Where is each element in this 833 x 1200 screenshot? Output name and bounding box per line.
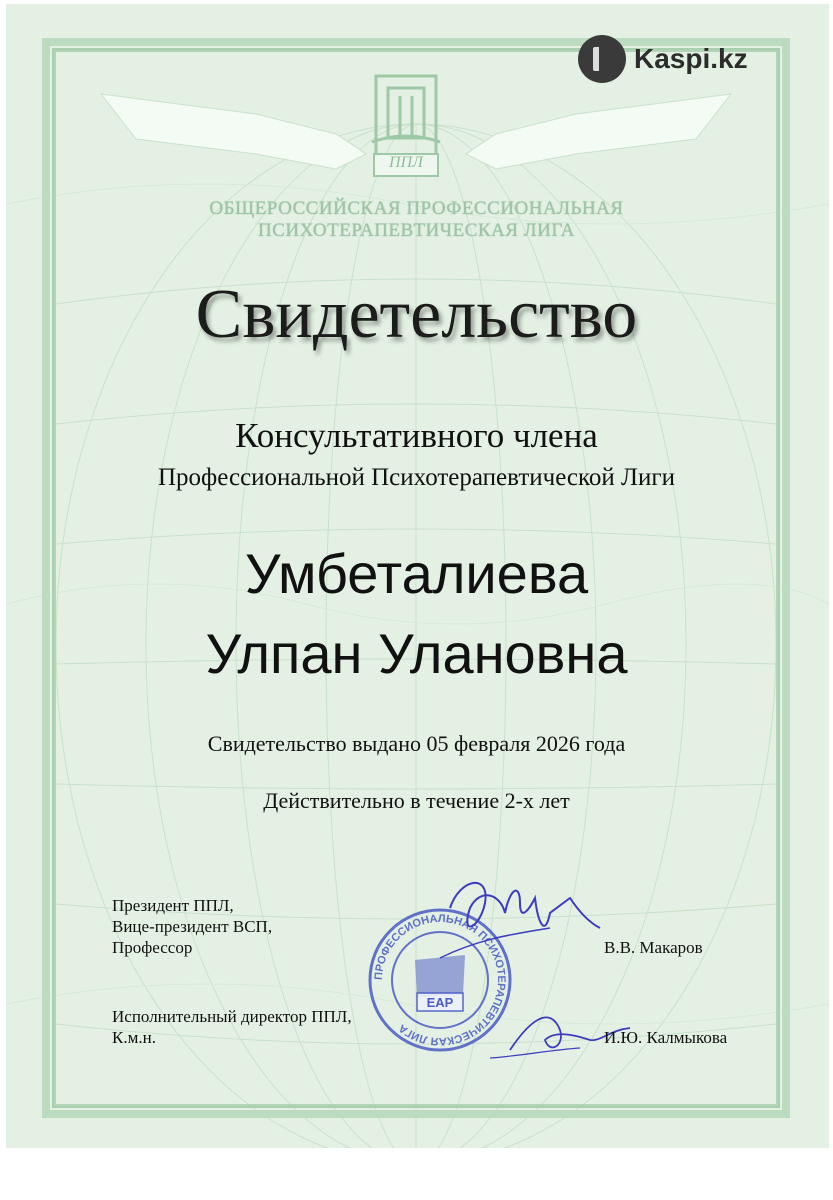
organization-line-2: ПСИХОТЕРАПЕВТИЧЕСКАЯ ЛИГА bbox=[258, 220, 575, 241]
signature-makarov bbox=[420, 868, 620, 978]
issue-date: Свидетельство выдано 05 февраля 2026 года bbox=[207, 731, 626, 756]
signatory-2-title-line: Исполнительный директор ППЛ, bbox=[112, 1007, 352, 1026]
signatory-1-title-line: Президент ППЛ, bbox=[112, 896, 234, 915]
emblem-label: ППЛ bbox=[389, 154, 423, 171]
signatory-1-title-line: Профессор bbox=[112, 938, 193, 957]
kaspi-logo-icon bbox=[578, 35, 626, 83]
signatory-2-titles bbox=[112, 1006, 352, 1048]
kaspi-watermark bbox=[578, 34, 748, 84]
signatory-1-titles bbox=[112, 895, 272, 958]
stamp-ring-text: ПРОФЕССИОНАЛЬНАЯ ПСИХОТЕРАПЕВТИЧЕСКАЯ ЛИГА bbox=[372, 912, 508, 1048]
holder-surname: Умбеталиева bbox=[244, 542, 589, 605]
membership-type: Консультативного члена bbox=[235, 416, 598, 455]
organization-line-1: ОБЩЕРОССИЙСКАЯ ПРОФЕССИОНАЛЬНАЯ bbox=[209, 198, 624, 219]
validity-period: Действительно в течение 2-х лет bbox=[263, 788, 570, 813]
signatory-1-name: В.В. Макаров bbox=[604, 938, 703, 957]
holder-given-names: Улпан Улановна bbox=[205, 622, 628, 685]
certificate-title: Свидетельство bbox=[195, 276, 638, 353]
organization-name bbox=[0, 198, 833, 242]
stamp-center-text: EAP bbox=[426, 995, 454, 1010]
signatory-1-title-line: Вице-президент ВСП, bbox=[112, 917, 273, 936]
signatory-2-title-line: К.м.н. bbox=[112, 1028, 156, 1047]
signatory-2-name: И.Ю. Калмыкова bbox=[604, 1028, 728, 1047]
league-name: Профессиональной Психотерапевтической Лиги bbox=[158, 464, 675, 491]
watermark-text: Kaspi.kz bbox=[634, 43, 748, 74]
